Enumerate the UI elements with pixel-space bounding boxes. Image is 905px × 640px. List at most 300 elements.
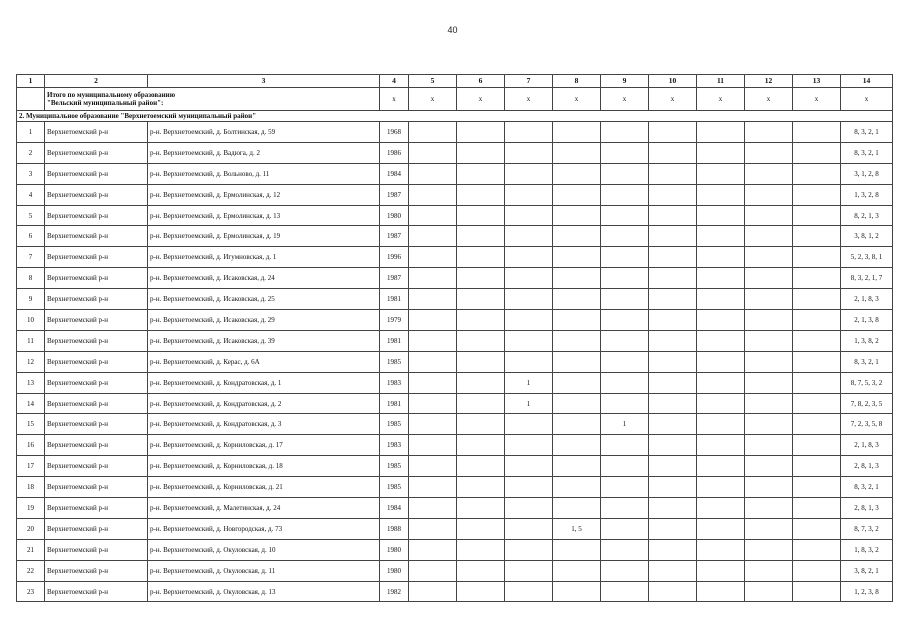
year-cell: 1980: [380, 539, 409, 560]
col13-cell: [793, 477, 841, 498]
address-cell: р-н. Верхнетоемский, д. Малетинская, д. 24: [148, 498, 380, 519]
col10-cell: [649, 226, 697, 247]
year-cell: 1984: [380, 498, 409, 519]
col6-cell: [457, 435, 505, 456]
year-cell: 1985: [380, 414, 409, 435]
address-cell: р-н. Верхнетоемский, д. Керас, д. 6А: [148, 351, 380, 372]
column-number-header: 12: [745, 75, 793, 88]
column-number-header: 6: [457, 75, 505, 88]
district-cell: Верхнетоемский р-н: [45, 289, 148, 310]
col8-cell: [553, 372, 601, 393]
col13-cell: [793, 289, 841, 310]
col11-cell: [697, 351, 745, 372]
col12-cell: [745, 163, 793, 184]
col8-cell: [553, 289, 601, 310]
col13-cell: [793, 268, 841, 289]
col12-cell: [745, 498, 793, 519]
row-number: 5: [17, 205, 45, 226]
col6-cell: [457, 289, 505, 310]
table-row: [17, 122, 893, 143]
col9-cell: [601, 205, 649, 226]
column-number-header-row: [17, 75, 893, 88]
col11-cell: [697, 560, 745, 581]
table-row: [17, 518, 893, 539]
col6-cell: [457, 310, 505, 331]
col14-cell: 8, 3, 2, 1, 7: [841, 268, 893, 289]
col9-cell: [601, 372, 649, 393]
col12-cell: [745, 414, 793, 435]
col7-cell: [505, 581, 553, 602]
col14-cell: 2, 8, 1, 3: [841, 456, 893, 477]
year-cell: 1996: [380, 247, 409, 268]
row-number: 10: [17, 310, 45, 331]
col14-cell: 2, 1, 8, 3: [841, 435, 893, 456]
col14-cell: 3, 1, 2, 8: [841, 163, 893, 184]
col11-cell: [697, 477, 745, 498]
row-number: 11: [17, 330, 45, 351]
col7-cell: 1: [505, 393, 553, 414]
col12-cell: [745, 351, 793, 372]
col10-cell: [649, 477, 697, 498]
col8-cell: [553, 330, 601, 351]
col13-cell: [793, 122, 841, 143]
col14-cell: 1, 3, 8, 2: [841, 330, 893, 351]
col14-cell: 1, 8, 3, 2: [841, 539, 893, 560]
col11-cell: [697, 456, 745, 477]
district-cell: Верхнетоемский р-н: [45, 122, 148, 143]
row-number: 16: [17, 435, 45, 456]
col10-cell: [649, 498, 697, 519]
table-row: [17, 268, 893, 289]
col14-cell: 8, 3, 2, 1: [841, 477, 893, 498]
total-label-line2: "Вельский муниципальный район":: [47, 99, 164, 107]
col8-cell: [553, 477, 601, 498]
table-row: [17, 330, 893, 351]
district-cell: Верхнетоемский р-н: [45, 435, 148, 456]
col13-cell: [793, 351, 841, 372]
year-cell: 1984: [380, 163, 409, 184]
total-value: х: [553, 88, 601, 111]
col6-cell: [457, 330, 505, 351]
row-number: 21: [17, 539, 45, 560]
col14-cell: 8, 3, 2, 1: [841, 142, 893, 163]
col9-cell: [601, 560, 649, 581]
col6-cell: [457, 498, 505, 519]
year-cell: 1987: [380, 184, 409, 205]
col5-cell: [409, 351, 457, 372]
column-number-header: 13: [793, 75, 841, 88]
col12-cell: [745, 310, 793, 331]
page-number: 40: [447, 25, 458, 35]
col10-cell: [649, 163, 697, 184]
address-cell: р-н. Верхнетоемский, д. Окуловская, д. 10: [148, 539, 380, 560]
district-cell: Верхнетоемский р-н: [45, 539, 148, 560]
col9-cell: [601, 456, 649, 477]
address-cell: р-н. Верхнетоемский, д. Вольново, д. 11: [148, 163, 380, 184]
col10-cell: [649, 560, 697, 581]
col13-cell: [793, 372, 841, 393]
col11-cell: [697, 163, 745, 184]
district-cell: Верхнетоемский р-н: [45, 142, 148, 163]
table-row: [17, 289, 893, 310]
col9-cell: [601, 330, 649, 351]
section-title: 2. Муниципальное образование "Верхнетоемский муниципальный район": [17, 111, 893, 122]
col9-cell: [601, 539, 649, 560]
year-cell: 1981: [380, 393, 409, 414]
table-row: [17, 414, 893, 435]
col9-cell: [601, 581, 649, 602]
col8-cell: [553, 142, 601, 163]
row-number: 8: [17, 268, 45, 289]
col13-cell: [793, 393, 841, 414]
col13-cell: [793, 226, 841, 247]
col6-cell: [457, 226, 505, 247]
col7-cell: [505, 184, 553, 205]
address-cell: р-н. Верхнетоемский, д. Окуловская, д. 13: [148, 581, 380, 602]
row-number: 17: [17, 456, 45, 477]
total-label: [45, 88, 380, 111]
col10-cell: [649, 372, 697, 393]
col12-cell: [745, 268, 793, 289]
address-cell: р-н. Верхнетоемский, д. Исаковская, д. 29: [148, 310, 380, 331]
year-cell: 1980: [380, 205, 409, 226]
row-number: 20: [17, 518, 45, 539]
year-cell: 1981: [380, 289, 409, 310]
address-cell: р-н. Верхнетоемский, д. Вадюга, д. 2: [148, 142, 380, 163]
table-row: [17, 560, 893, 581]
year-cell: 1983: [380, 372, 409, 393]
col13-cell: [793, 456, 841, 477]
col12-cell: [745, 456, 793, 477]
district-cell: Верхнетоемский р-н: [45, 518, 148, 539]
col13-cell: [793, 205, 841, 226]
year-cell: 1982: [380, 581, 409, 602]
col5-cell: [409, 518, 457, 539]
row-number: 18: [17, 477, 45, 498]
col13-cell: [793, 163, 841, 184]
col12-cell: [745, 330, 793, 351]
row-number: 12: [17, 351, 45, 372]
section-row: [17, 111, 893, 122]
col12-cell: [745, 393, 793, 414]
col7-cell: [505, 268, 553, 289]
col12-cell: [745, 581, 793, 602]
table-row: [17, 581, 893, 602]
district-cell: Верхнетоемский р-н: [45, 393, 148, 414]
col11-cell: [697, 122, 745, 143]
col13-cell: [793, 310, 841, 331]
table-row: [17, 435, 893, 456]
col11-cell: [697, 539, 745, 560]
col12-cell: [745, 518, 793, 539]
col5-cell: [409, 289, 457, 310]
col11-cell: [697, 393, 745, 414]
district-cell: Верхнетоемский р-н: [45, 581, 148, 602]
col6-cell: [457, 122, 505, 143]
col12-cell: [745, 205, 793, 226]
col6-cell: [457, 414, 505, 435]
col5-cell: [409, 330, 457, 351]
year-cell: 1988: [380, 518, 409, 539]
col5-cell: [409, 226, 457, 247]
col14-cell: 8, 7, 5, 3, 2: [841, 372, 893, 393]
address-cell: р-н. Верхнетоемский, д. Кондратовская, д. 2: [148, 393, 380, 414]
table-row: [17, 456, 893, 477]
col10-cell: [649, 247, 697, 268]
col10-cell: [649, 122, 697, 143]
district-cell: Верхнетоемский р-н: [45, 477, 148, 498]
column-number-header: 9: [601, 75, 649, 88]
col13-cell: [793, 518, 841, 539]
col5-cell: [409, 498, 457, 519]
col14-cell: 2, 8, 1, 3: [841, 498, 893, 519]
col11-cell: [697, 498, 745, 519]
col14-cell: 2, 1, 8, 3: [841, 289, 893, 310]
col12-cell: [745, 289, 793, 310]
col11-cell: [697, 226, 745, 247]
col7-cell: [505, 226, 553, 247]
col10-cell: [649, 351, 697, 372]
col7-cell: [505, 310, 553, 331]
col7-cell: [505, 498, 553, 519]
address-cell: р-н. Верхнетоемский, д. Окуловская, д. 11: [148, 560, 380, 581]
col11-cell: [697, 184, 745, 205]
col14-cell: 7, 2, 3, 5, 8: [841, 414, 893, 435]
column-number-header: 5: [409, 75, 457, 88]
col6-cell: [457, 539, 505, 560]
col7-cell: [505, 477, 553, 498]
address-cell: р-н. Верхнетоемский, д. Новгородская, д. 73: [148, 518, 380, 539]
col11-cell: [697, 581, 745, 602]
address-cell: р-н. Верхнетоемский, д. Болтинская, д. 59: [148, 122, 380, 143]
district-cell: Верхнетоемский р-н: [45, 414, 148, 435]
address-cell: р-н. Верхнетоемский, д. Кондратовская, д. 1: [148, 372, 380, 393]
col14-cell: 1, 3, 2, 8: [841, 184, 893, 205]
col12-cell: [745, 226, 793, 247]
total-value: х: [793, 88, 841, 111]
col6-cell: [457, 477, 505, 498]
col10-cell: [649, 184, 697, 205]
row-number: 19: [17, 498, 45, 519]
col7-cell: [505, 330, 553, 351]
col9-cell: [601, 310, 649, 331]
district-cell: Верхнетоемский р-н: [45, 330, 148, 351]
row-number: 9: [17, 289, 45, 310]
column-number-header: 1: [17, 75, 45, 88]
col5-cell: [409, 560, 457, 581]
total-value: х: [697, 88, 745, 111]
col9-cell: [601, 142, 649, 163]
col7-cell: [505, 247, 553, 268]
col13-cell: [793, 498, 841, 519]
col6-cell: [457, 518, 505, 539]
address-cell: р-н. Верхнетоемский, д. Игумновская, д. 1: [148, 247, 380, 268]
col6-cell: [457, 456, 505, 477]
table-row: [17, 539, 893, 560]
district-cell: Верхнетоемский р-н: [45, 226, 148, 247]
col10-cell: [649, 205, 697, 226]
col11-cell: [697, 518, 745, 539]
district-cell: Верхнетоемский р-н: [45, 456, 148, 477]
col11-cell: [697, 289, 745, 310]
row-number: 2: [17, 142, 45, 163]
col14-cell: 8, 2, 1, 3: [841, 205, 893, 226]
col12-cell: [745, 247, 793, 268]
col13-cell: [793, 560, 841, 581]
col6-cell: [457, 247, 505, 268]
year-cell: 1986: [380, 142, 409, 163]
col8-cell: [553, 205, 601, 226]
year-cell: 1983: [380, 435, 409, 456]
col8-cell: [553, 560, 601, 581]
year-cell: 1985: [380, 477, 409, 498]
col11-cell: [697, 330, 745, 351]
col7-cell: [505, 539, 553, 560]
address-cell: р-н. Верхнетоемский, д. Исаковская, д. 25: [148, 289, 380, 310]
col14-cell: 8, 3, 2, 1: [841, 351, 893, 372]
col5-cell: [409, 205, 457, 226]
col9-cell: [601, 247, 649, 268]
total-value: х: [457, 88, 505, 111]
col10-cell: [649, 393, 697, 414]
address-cell: р-н. Верхнетоемский, д. Исаковская, д. 24: [148, 268, 380, 289]
col8-cell: [553, 581, 601, 602]
column-number-header: 11: [697, 75, 745, 88]
col6-cell: [457, 205, 505, 226]
col5-cell: [409, 414, 457, 435]
row-number: 22: [17, 560, 45, 581]
col10-cell: [649, 518, 697, 539]
address-cell: р-н. Верхнетоемский, д. Ермолинская, д. 12: [148, 184, 380, 205]
col6-cell: [457, 184, 505, 205]
table-row: [17, 142, 893, 163]
total-value: х: [380, 88, 409, 111]
col14-cell: 3, 8, 1, 2: [841, 226, 893, 247]
col7-cell: [505, 560, 553, 581]
district-cell: Верхнетоемский р-н: [45, 498, 148, 519]
district-cell: Верхнетоемский р-н: [45, 560, 148, 581]
col10-cell: [649, 142, 697, 163]
year-cell: 1981: [380, 330, 409, 351]
col9-cell: [601, 477, 649, 498]
year-cell: 1980: [380, 560, 409, 581]
table-row: [17, 351, 893, 372]
col14-cell: 8, 3, 2, 1: [841, 122, 893, 143]
col14-cell: 8, 7, 3, 2: [841, 518, 893, 539]
col12-cell: [745, 435, 793, 456]
row-number: 3: [17, 163, 45, 184]
col11-cell: [697, 435, 745, 456]
column-number-header: 3: [148, 75, 380, 88]
total-value: х: [505, 88, 553, 111]
col7-cell: [505, 518, 553, 539]
col7-cell: 1: [505, 372, 553, 393]
col10-cell: [649, 289, 697, 310]
table-row: [17, 226, 893, 247]
address-cell: р-н. Верхнетоемский, д. Кондратовская, д. 3: [148, 414, 380, 435]
table-row: [17, 163, 893, 184]
column-number-header: 10: [649, 75, 697, 88]
row-number: 14: [17, 393, 45, 414]
col8-cell: [553, 247, 601, 268]
col8-cell: [553, 498, 601, 519]
district-cell: Верхнетоемский р-н: [45, 247, 148, 268]
table-row: [17, 205, 893, 226]
col6-cell: [457, 560, 505, 581]
col11-cell: [697, 247, 745, 268]
total-row-number: [17, 88, 45, 111]
col9-cell: [601, 393, 649, 414]
col9-cell: [601, 163, 649, 184]
col8-cell: [553, 393, 601, 414]
row-number: 6: [17, 226, 45, 247]
district-cell: Верхнетоемский р-н: [45, 268, 148, 289]
col11-cell: [697, 310, 745, 331]
col6-cell: [457, 163, 505, 184]
col8-cell: [553, 226, 601, 247]
total-value: х: [409, 88, 457, 111]
col14-cell: 5, 2, 3, 8, 1: [841, 247, 893, 268]
col8-cell: [553, 435, 601, 456]
col7-cell: [505, 163, 553, 184]
column-number-header: 4: [380, 75, 409, 88]
col9-cell: [601, 226, 649, 247]
col12-cell: [745, 539, 793, 560]
district-cell: Верхнетоемский р-н: [45, 205, 148, 226]
table-row: [17, 184, 893, 205]
table-row: [17, 372, 893, 393]
col11-cell: [697, 372, 745, 393]
col14-cell: 3, 8, 2, 1: [841, 560, 893, 581]
col8-cell: [553, 122, 601, 143]
col6-cell: [457, 142, 505, 163]
col5-cell: [409, 247, 457, 268]
col5-cell: [409, 456, 457, 477]
col6-cell: [457, 372, 505, 393]
col5-cell: [409, 477, 457, 498]
col8-cell: [553, 539, 601, 560]
col9-cell: [601, 122, 649, 143]
col7-cell: [505, 142, 553, 163]
total-value: х: [745, 88, 793, 111]
district-cell: Верхнетоемский р-н: [45, 310, 148, 331]
col8-cell: [553, 351, 601, 372]
address-cell: р-н. Верхнетоемский, д. Корниловская, д. 18: [148, 456, 380, 477]
col13-cell: [793, 142, 841, 163]
col8-cell: 1, 5: [553, 518, 601, 539]
district-cell: Верхнетоемский р-н: [45, 163, 148, 184]
row-number: 1: [17, 122, 45, 143]
col12-cell: [745, 372, 793, 393]
col7-cell: [505, 289, 553, 310]
col7-cell: [505, 122, 553, 143]
total-value: х: [841, 88, 893, 111]
col5-cell: [409, 142, 457, 163]
row-number: 4: [17, 184, 45, 205]
year-cell: 1987: [380, 268, 409, 289]
address-cell: р-н. Верхнетоемский, д. Исаковская, д. 39: [148, 330, 380, 351]
column-number-header: 8: [553, 75, 601, 88]
table-row: [17, 310, 893, 331]
row-number: 15: [17, 414, 45, 435]
total-value: х: [649, 88, 697, 111]
table-body: [17, 75, 893, 602]
col13-cell: [793, 330, 841, 351]
col9-cell: [601, 518, 649, 539]
year-cell: 1985: [380, 456, 409, 477]
col14-cell: 2, 1, 3, 8: [841, 310, 893, 331]
column-number-header: 7: [505, 75, 553, 88]
